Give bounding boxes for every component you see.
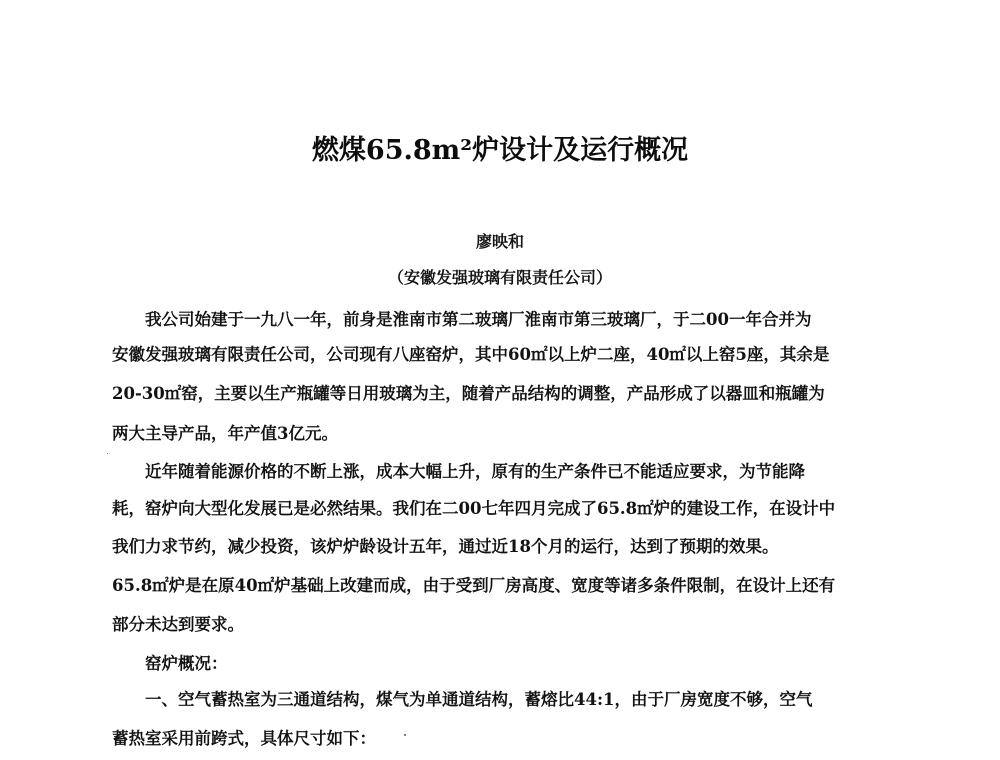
- paragraph-2-line-4: 65.8㎡炉是在原40㎡炉基础上改建而成，由于受到厂房高度、宽度等诸多条件限制，在设计上还有: [112, 576, 836, 595]
- paragraph-3-line-2: 蓄热室采用前跨式，具体尺寸如下：: [112, 729, 376, 748]
- paragraph-2-line-3: 我们力求节约，减少投资，该炉炉龄设计五年，通过近18个月的运行，达到了预期的效果。: [112, 537, 779, 556]
- paragraph-3-line-1: 一、空气蓄热室为三通道结构，煤气为单通道结构，蓄熔比44:1，由于厂房宽度不够，空气: [145, 690, 813, 709]
- paragraph-2-line-2: 耗，窑炉向大型化发展已是必然结果。我们在二00七年四月完成了65.8㎡炉的建设工作，在设计中: [112, 499, 836, 518]
- page-title: 燃煤65.8m²炉设计及运行概况: [311, 135, 689, 166]
- paragraph-2-line-1: 近年随着能源价格的不断上涨，成本大幅上升，原有的生产条件已不能适应要求，为节能降: [145, 462, 805, 481]
- paragraph-1-line-2: 安徽发强玻璃有限责任公司，公司现有八座窑炉，其中60㎡以上炉二座，40㎡以上窑5座，其余是: [112, 345, 830, 364]
- scan-speck: [107, 453, 108, 454]
- author-name: 廖映和: [475, 232, 524, 251]
- paragraph-2-line-5: 部分未达到要求。: [112, 615, 244, 634]
- scan-speck: [404, 734, 406, 736]
- paragraph-1-line-3: 20-30㎡窑，主要以生产瓶罐等日用玻璃为主，随着产品结构的调整，产品形成了以器皿和瓶罐为: [112, 384, 825, 403]
- section-heading: 窑炉概况：: [145, 654, 228, 673]
- paragraph-1-line-1: 我公司始建于一九八一年，前身是淮南市第二玻璃厂淮南市第三玻璃厂，于二00一年合并为: [145, 310, 812, 329]
- author-affiliation: （安徽发强玻璃有限责任公司）: [387, 268, 612, 287]
- paragraph-1-line-4: 两大主导产品，年产值3亿元。: [112, 424, 338, 443]
